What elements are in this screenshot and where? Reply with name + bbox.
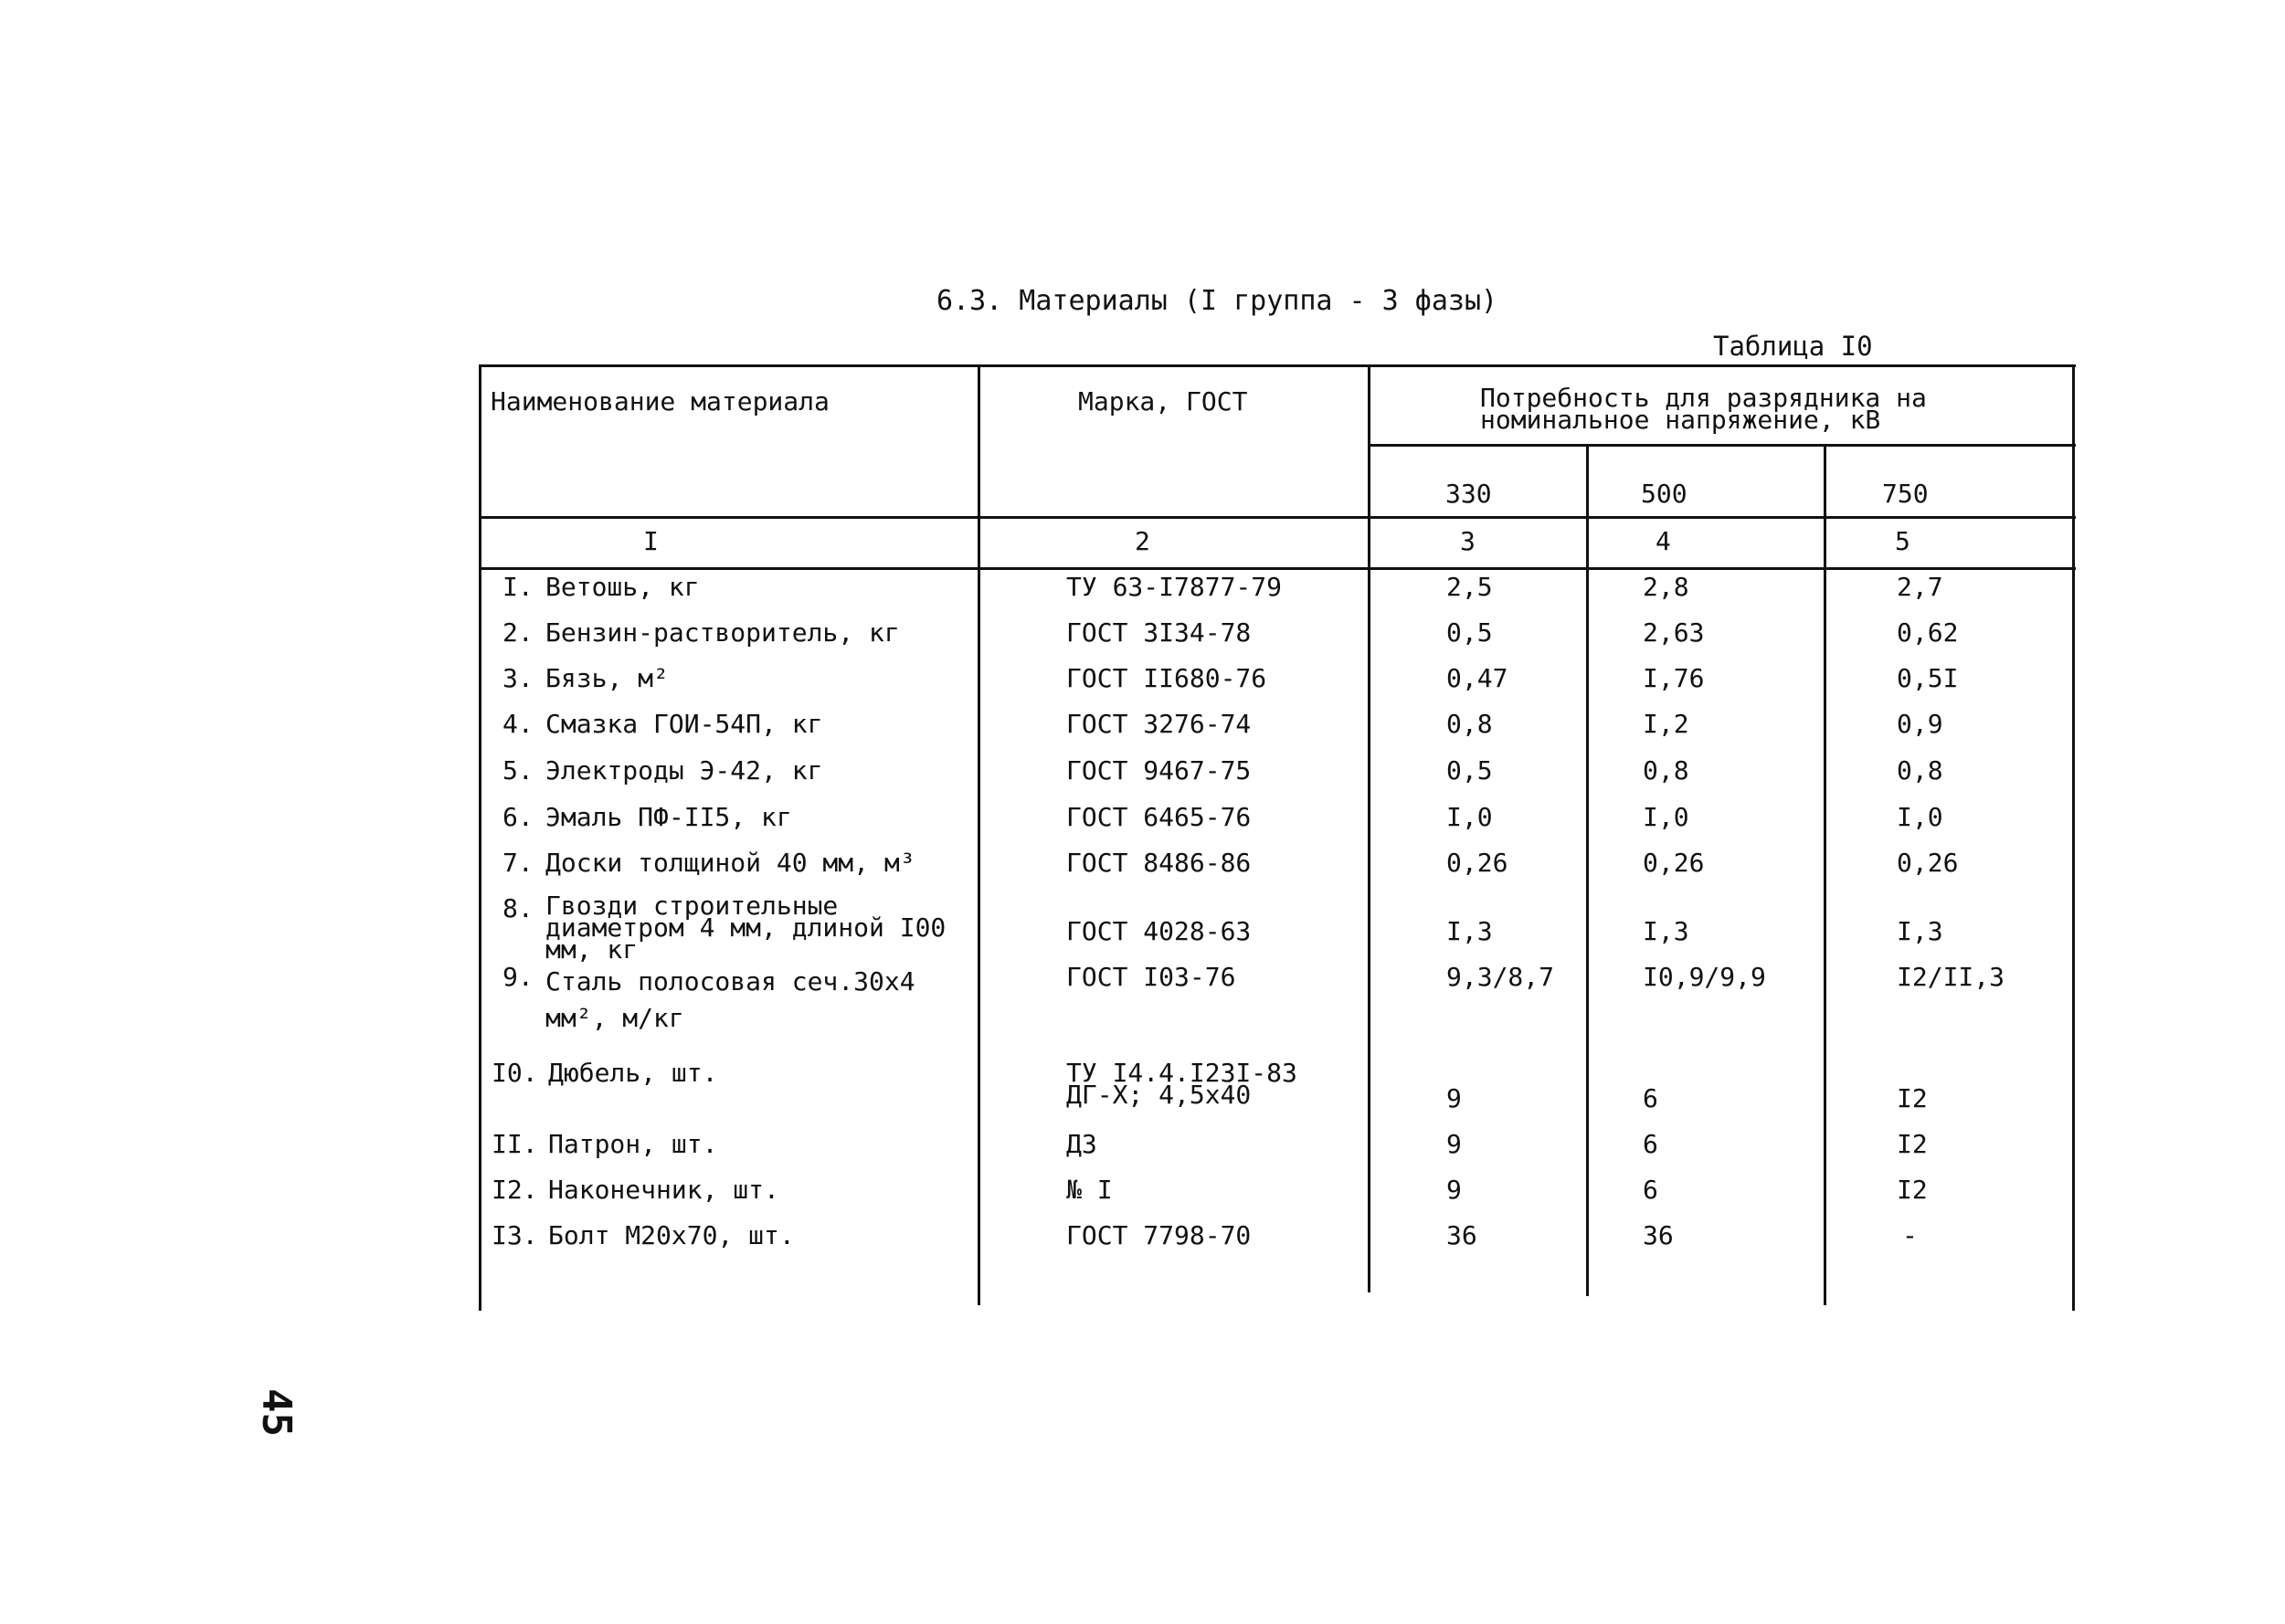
value-750: 0,8 — [1897, 755, 1943, 786]
mark-gost: ГОСТ 3276-74 — [1066, 709, 1252, 739]
value-330: 0,5 — [1446, 755, 1493, 786]
header-requirement: Потребность для разрядника на номинальное напряжение, кВ — [1480, 383, 1927, 435]
col1-divider — [978, 364, 980, 1305]
row-number: 3. — [502, 663, 534, 693]
mark-gost: ГОСТ 9467-75 — [1066, 755, 1252, 786]
value-500: I0,9/9,9 — [1643, 962, 1766, 992]
value-750: 0,62 — [1897, 617, 1959, 648]
value-500: I,2 — [1643, 709, 1689, 739]
column-number-4: 4 — [1656, 526, 1671, 556]
material-name: Болт М20х70, шт. — [548, 1220, 795, 1250]
header-voltage-330: 330 — [1445, 479, 1492, 509]
row-number: I0. — [492, 1058, 538, 1088]
value-330: I,3 — [1446, 916, 1493, 946]
col3-divider — [1586, 444, 1589, 1296]
row-number: 8. — [502, 893, 534, 923]
material-name: Ветошь, кг — [545, 572, 700, 602]
value-750: I2 — [1897, 1129, 1928, 1159]
value-750: I2 — [1897, 1175, 1928, 1205]
section-title: 6.3. Материалы (I группа - 3 фазы) — [936, 285, 1498, 317]
column-number-2: 2 — [1135, 526, 1150, 556]
material-name: Наконечник, шт. — [548, 1175, 779, 1205]
row-number: I. — [502, 572, 534, 602]
column-number-5: 5 — [1895, 526, 1910, 556]
row-number: 6. — [502, 802, 534, 832]
value-330: 0,8 — [1446, 709, 1493, 739]
table-top-border — [479, 364, 2076, 367]
value-500: I,76 — [1643, 663, 1705, 693]
value-330: 0,5 — [1446, 617, 1493, 648]
value-500: 6 — [1643, 1083, 1658, 1113]
column-number-3: 3 — [1460, 526, 1476, 556]
value-750: 0,5I — [1897, 663, 1959, 693]
value-750: I,3 — [1897, 916, 1943, 946]
value-330: 9 — [1446, 1175, 1462, 1205]
header-voltage-500: 500 — [1641, 479, 1687, 509]
value-500: 36 — [1643, 1220, 1674, 1250]
material-name: Электроды Э-42, кг — [545, 755, 823, 786]
value-500: 6 — [1643, 1175, 1658, 1205]
column-number-1: I — [643, 526, 659, 556]
mark-gost: ГОСТ 8486-86 — [1066, 848, 1252, 878]
value-330: 9 — [1446, 1129, 1462, 1159]
material-name: Дюбель, шт. — [548, 1058, 718, 1088]
value-330: 9 — [1446, 1083, 1462, 1113]
row-number: 7. — [502, 848, 534, 878]
material-name: Эмаль ПФ-II5, кг — [545, 802, 792, 832]
mark-gost: ГОСТ 7798-70 — [1066, 1220, 1252, 1250]
value-750: 0,26 — [1897, 848, 1959, 878]
mark-gost: ГОСТ I03-76 — [1066, 962, 1236, 992]
value-330: 2,5 — [1446, 572, 1493, 602]
value-750: I2 — [1897, 1083, 1928, 1113]
mark-gost: ГОСТ 6465-76 — [1066, 802, 1252, 832]
material-name: Доски толщиной 40 мм, м³ — [545, 848, 915, 878]
table-left-border — [479, 364, 481, 1311]
need-header-divider — [1368, 444, 2076, 447]
row-number: 4. — [502, 709, 534, 739]
mark-gost: ГОСТ 3I34-78 — [1066, 617, 1252, 648]
row-number: 2. — [502, 617, 534, 648]
header-material-name: Наименование материала — [491, 386, 830, 417]
table-label: Таблица I0 — [1713, 331, 1873, 362]
mark-gost: № I — [1066, 1175, 1113, 1205]
mark-gost: Д3 — [1066, 1129, 1097, 1159]
mark-gost: ТУ I4.4.I23I-83 ДГ-Х; 4,5х40 — [1066, 1058, 1297, 1110]
page-number: 45 — [253, 1388, 300, 1437]
value-750: 2,7 — [1897, 572, 1943, 602]
header-bottom-border — [479, 516, 2076, 519]
colnum-bottom-border — [479, 567, 2076, 570]
row-number: 5. — [502, 755, 534, 786]
value-500: 0,26 — [1643, 848, 1705, 878]
row-number: I3. — [492, 1220, 538, 1250]
material-name: Гвозди строительные диаметром 4 мм, длиной I00 мм, кг — [545, 891, 947, 965]
row-number: II. — [492, 1129, 538, 1159]
value-750: 0,9 — [1897, 709, 1943, 739]
header-voltage-750: 750 — [1882, 479, 1929, 509]
value-500: 0,8 — [1643, 755, 1689, 786]
mark-gost: ГОСТ II680-76 — [1066, 663, 1267, 693]
material-name: Бязь, м² — [545, 663, 669, 693]
value-330: 9,3/8,7 — [1446, 962, 1555, 992]
value-330: 36 — [1446, 1220, 1477, 1250]
row-number: I2. — [492, 1175, 538, 1205]
value-330: 0,26 — [1446, 848, 1508, 878]
header-mark-gost: Марка, ГОСТ — [1078, 386, 1248, 417]
mark-gost: ГОСТ 4028-63 — [1066, 916, 1252, 946]
mark-gost: ТУ 63-I7877-79 — [1066, 572, 1283, 602]
table-right-border — [2072, 364, 2075, 1311]
value-500: 2,63 — [1643, 617, 1705, 648]
material-name: Сталь полосовая сеч.30х4 мм², м/кг — [545, 966, 915, 1033]
value-500: 6 — [1643, 1129, 1658, 1159]
col2-divider — [1368, 364, 1370, 1292]
material-name: Бензин-растворитель, кг — [545, 617, 900, 648]
value-330: I,0 — [1446, 802, 1493, 832]
value-500: 2,8 — [1643, 572, 1689, 602]
material-name: Смазка ГОИ-54П, кг — [545, 709, 823, 739]
value-750: I2/II,3 — [1897, 962, 2005, 992]
value-500: I,0 — [1643, 802, 1689, 832]
col4-divider — [1824, 444, 1826, 1305]
material-name: Патрон, шт. — [548, 1129, 718, 1159]
value-750: I,0 — [1897, 802, 1943, 832]
value-330: 0,47 — [1446, 663, 1508, 693]
value-750: - — [1902, 1220, 1918, 1250]
value-500: I,3 — [1643, 916, 1689, 946]
row-number: 9. — [502, 962, 534, 992]
